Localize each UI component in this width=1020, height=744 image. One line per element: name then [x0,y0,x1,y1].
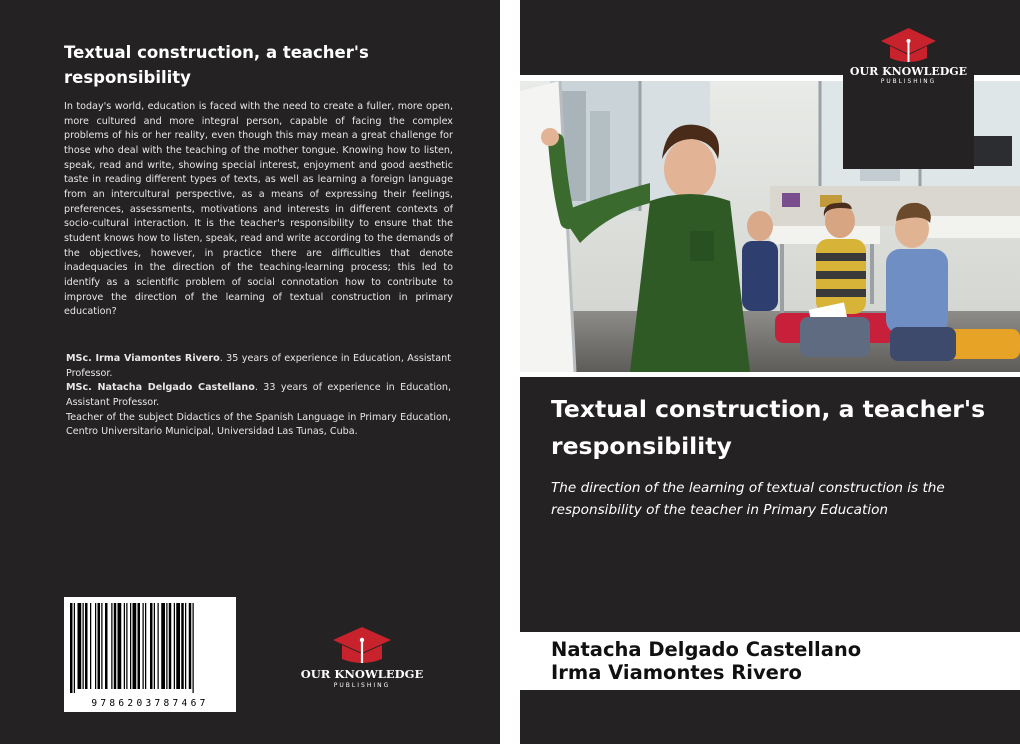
bio-2-text: . 33 years of experience in Education, Assistant Professor. [66,382,451,408]
barcode-bar [133,603,137,689]
barcode-bar [74,603,75,693]
publisher-logo-front-badge [843,0,974,94]
author-bios [66,352,451,440]
author-name-2: Irma Viamontes Rivero [551,661,802,684]
barcode-bar [98,603,101,689]
barcode-bar [138,603,141,689]
publisher-tagline-back: PUBLISHING [333,682,391,689]
bio-2-name: MSc. Natacha Delgado Castellano [66,382,255,394]
barcode-bar [114,603,117,689]
bio-3-text: Teacher of the subject Didactics of the Spanish Language in Primary Education, Centro Universitario Municipal, Universidad Las Tunas, Cuba. [66,411,451,438]
barcode-bar [118,603,122,689]
barcode-bar [189,603,192,689]
barcode-bar [174,603,175,689]
front-cover [520,0,1020,744]
barcode-bar [185,603,186,689]
barcode-bar [161,603,165,689]
publisher-name-back: OUR KNOWLEDGE [300,667,424,681]
back-cover-title: Textual construction, a teacher's responsibility [64,43,369,87]
back-cover [0,0,500,744]
barcode-bar [176,603,180,689]
barcode-bar [181,603,184,689]
barcode-bar [85,603,88,689]
author-band [520,632,1020,690]
barcode-bar [70,603,73,693]
isbn-barcode [64,597,236,712]
bio-1-name: MSc. Irma Viamontes Rivero [66,353,220,364]
spine [500,0,520,744]
barcode-bar [90,603,91,689]
barcode-bar [193,603,194,693]
bio-3 [66,411,451,440]
publisher-mortarboard-icon [843,0,974,94]
barcode-bar [126,603,127,689]
publisher-logo-icon [300,625,424,689]
barcode-bar [154,603,155,689]
barcode-bars [68,603,232,693]
bio-2 [66,381,451,410]
barcode-bar [95,603,96,689]
publisher-name-front: OUR KNOWLEDGE [849,65,968,78]
barcode-bar [169,603,172,689]
front-cover-title: Textual construction, a teacher's responsibility [551,395,986,460]
barcode-bar [150,603,153,689]
barcode-bar [143,603,144,689]
barcode-number: 9786203787467 [91,698,209,709]
author-name-1: Natacha Delgado Castellano [551,638,862,661]
barcode-bar [145,603,146,689]
barcode-bar [111,603,112,689]
barcode-bar [83,603,84,689]
bio-1 [66,352,451,381]
barcode-bar [78,603,82,689]
publisher-tagline-front: PUBLISHING [880,79,937,85]
bio-1-text: . 35 years of experience in Education, Assistant Professor. [66,353,451,379]
cover-photo-frame [520,75,1020,377]
barcode-bar [105,603,108,689]
publisher-logo-back [300,625,424,689]
back-cover-blurb: In today's world, education is faced with the need to create a fuller, more open, more cultured and more integral person, capable of facing the complex problems of his or her reality, even though this may mean a great challenge for those who deal with the teaching of the mother tongue. Knowing how to listen, speak, read and write, showing special interest, enjoyment and good aesthetic taste in reading different types of texts, as well as learning a foreign language from an intercultural perspective, as a means of expressing their feelings, preferences, assessments, motivations and interests in different contexts of socio-cultural interaction. It is the teacher's responsibility to ensure that the student knows how to listen, speak, read and write according to the demands of the objectives, however, in practice there are difficulties that denote inadequacies in the direction of the teaching-learning process; this led to identify as a scientific problem of social connotation how to contribute to improve the direction of the learning of textual construction in primary education? [64,101,453,318]
barcode-bar [130,603,131,689]
barcode-bar [158,603,159,689]
barcode-bar [166,603,167,689]
barcode-bar [124,603,125,689]
front-cover-subtitle: The direction of the learning of textual construction is the responsibility of the teacher in Primary Education [551,480,945,518]
barcode-bar [101,603,102,689]
